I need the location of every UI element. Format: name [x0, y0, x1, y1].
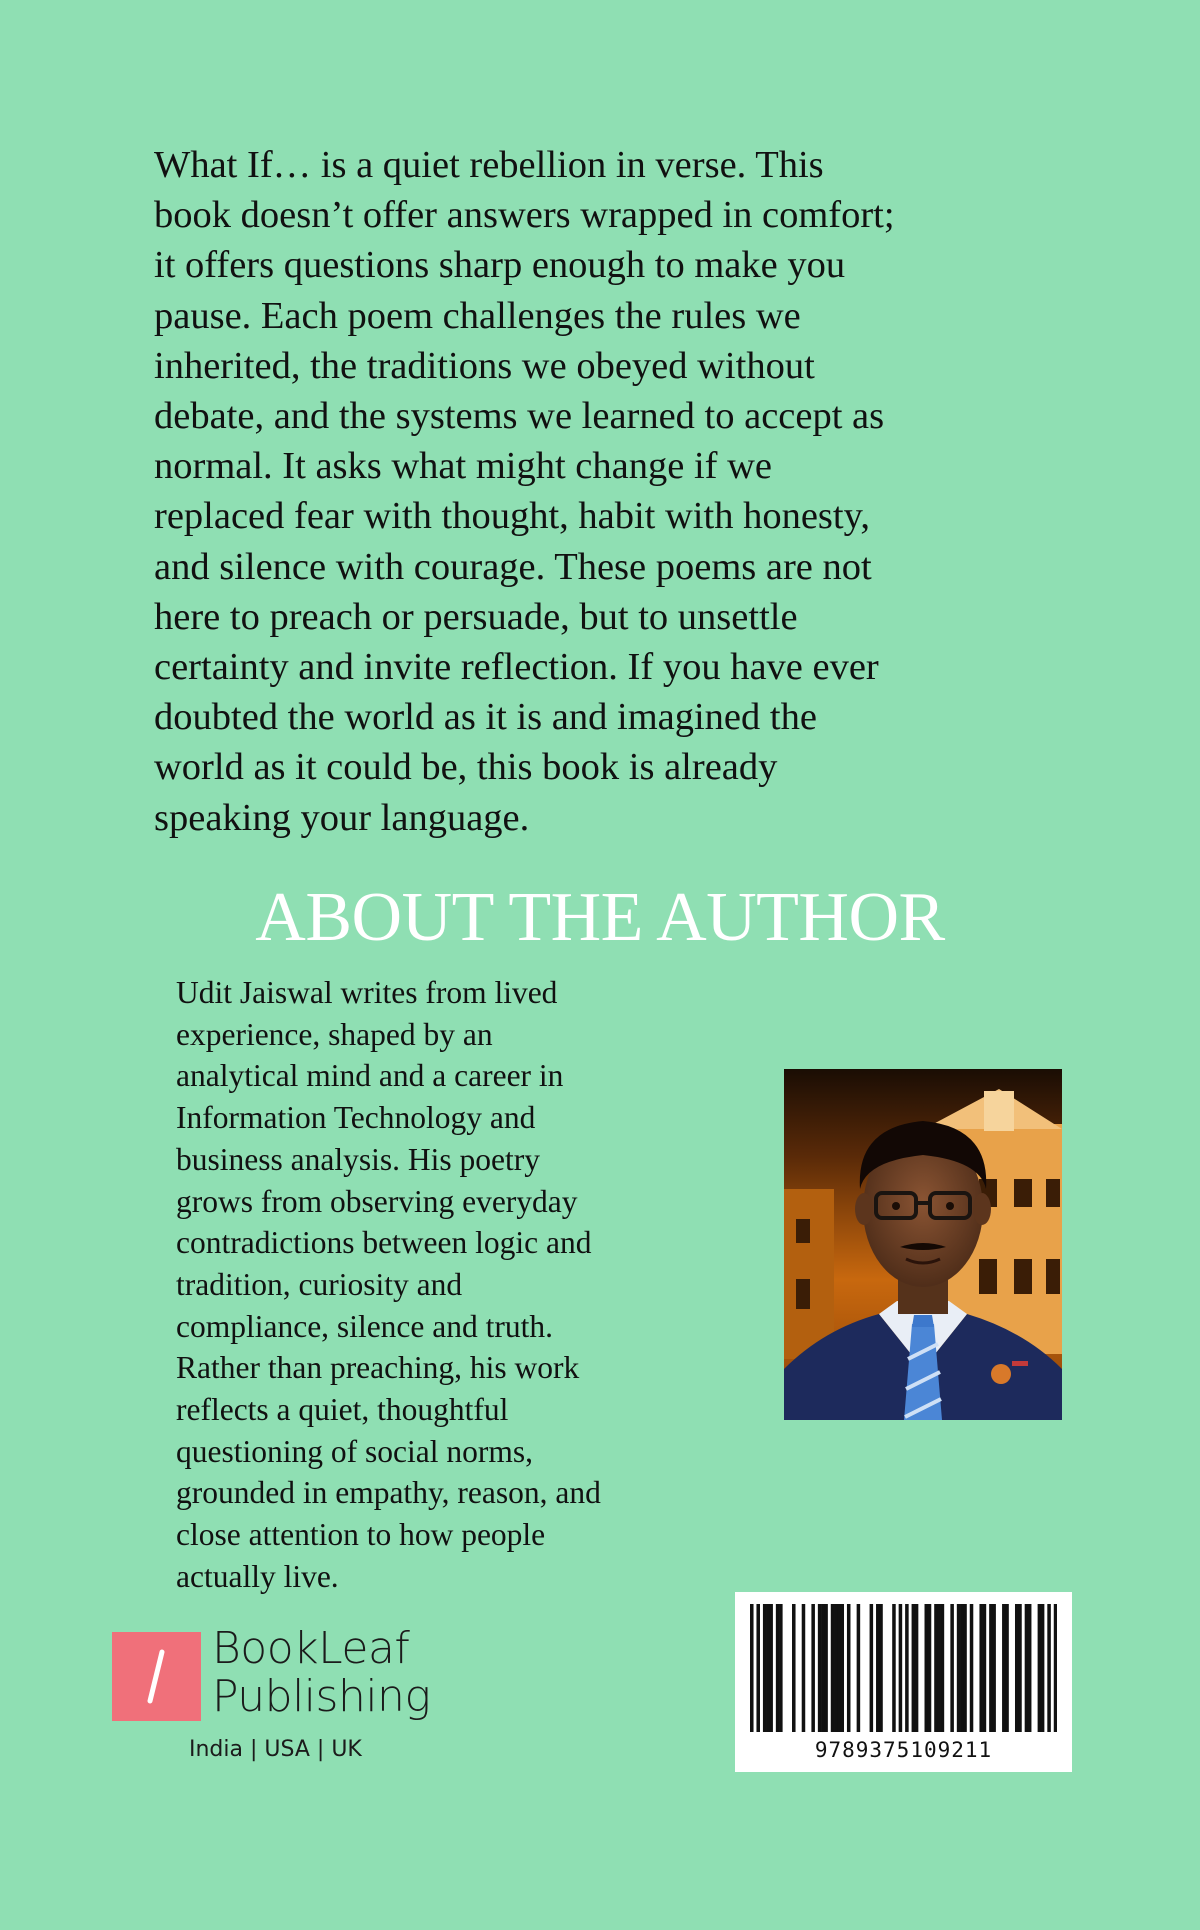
barcode-bar	[769, 1604, 773, 1732]
publisher-regions: India | USA | UK	[189, 1737, 362, 1762]
publisher-name: BookLeaf Publishing	[212, 1623, 431, 1722]
book-blurb: What If… is a quiet rebellion in verse. This book doesn’t offer answers wrapped in comfort; it offers questions sharp enough to make you pause. Each poem challenges the rules we inherited, the traditions we obeyed without debate, and the systems we learned to accept as normal. It asks what might change if we replaced fear with thought, habit with honesty, and silence with courage. These poems are not here to preach or persuade, but to unsettle certainty and invite reflection. If you have ever doubted the world as it is and imagined the world as it could be, this book is already speaking your language.	[154, 144, 895, 839]
barcode-bar	[960, 1604, 964, 1732]
barcode-bar	[792, 1604, 796, 1732]
barcode-bar	[1038, 1604, 1042, 1732]
barcode-bar	[1047, 1604, 1051, 1732]
publisher-slash-icon	[112, 1632, 201, 1721]
barcode-bar	[905, 1604, 909, 1732]
barcode-bar	[834, 1604, 838, 1732]
barcode-bar	[847, 1604, 851, 1732]
about-author-heading: ABOUT THE AUTHOR	[255, 879, 945, 956]
barcode-bar	[876, 1604, 880, 1732]
barcode-bars-icon	[750, 1604, 1057, 1732]
publisher-logo	[112, 1625, 532, 1765]
barcode-bar	[1028, 1604, 1032, 1732]
barcode-bar	[1002, 1604, 1006, 1732]
barcode-bar	[928, 1604, 932, 1732]
isbn-number: 9789375109211	[814, 1738, 993, 1762]
barcode-bar	[1015, 1604, 1019, 1732]
barcode-bar	[802, 1604, 806, 1732]
barcode-bar	[1041, 1604, 1045, 1732]
barcode-bar	[941, 1604, 945, 1732]
barcode-bar	[992, 1604, 996, 1732]
barcode-bar	[937, 1604, 941, 1732]
barcode-bar	[811, 1604, 815, 1732]
isbn-barcode	[735, 1592, 1072, 1772]
barcode-bar	[983, 1604, 987, 1732]
barcode-bar	[879, 1604, 883, 1732]
barcode-bar	[766, 1604, 770, 1732]
barcode-bar	[750, 1604, 754, 1732]
barcode-bar	[915, 1604, 919, 1732]
barcode-bar	[870, 1604, 874, 1732]
barcode-bar	[1054, 1604, 1057, 1732]
barcode-bar	[970, 1604, 974, 1732]
author-bio: Udit Jaiswal writes from lived experience, shaped by an analytical mind and a career in Information Technology and business analysis. His poetry grows from observing everyday contradictions between logic and tradition, curiosity and compliance, silence and truth. Rather than preaching, his work reflects a quiet, thoughtful questioning of social norms, grounded in empathy, reason, and close attention to how people actually live.	[176, 975, 601, 1594]
barcode-bar	[756, 1604, 760, 1732]
barcode-bar	[963, 1604, 967, 1732]
barcode-bar	[957, 1604, 961, 1732]
barcode-bar	[899, 1604, 903, 1732]
barcode-bar	[837, 1604, 841, 1732]
barcode-bar	[818, 1604, 822, 1732]
barcode-bar	[979, 1604, 983, 1732]
barcode-bar	[779, 1604, 783, 1732]
barcode-bar	[1005, 1604, 1009, 1732]
barcode-bar	[824, 1604, 828, 1732]
barcode-bar	[763, 1604, 767, 1732]
barcode-bar	[1025, 1604, 1029, 1732]
barcode-bar	[934, 1604, 938, 1732]
barcode-bar	[831, 1604, 835, 1732]
barcode-bar	[776, 1604, 780, 1732]
barcode-bar	[989, 1604, 993, 1732]
barcode-bar	[821, 1604, 825, 1732]
barcode-bar	[925, 1604, 929, 1732]
author-photo	[784, 1069, 1062, 1420]
barcode-bar	[857, 1604, 861, 1732]
barcode-bar	[950, 1604, 954, 1732]
barcode-bar	[1018, 1604, 1022, 1732]
barcode-bar	[912, 1604, 916, 1732]
barcode-bar	[892, 1604, 896, 1732]
barcode-bar	[840, 1604, 844, 1732]
